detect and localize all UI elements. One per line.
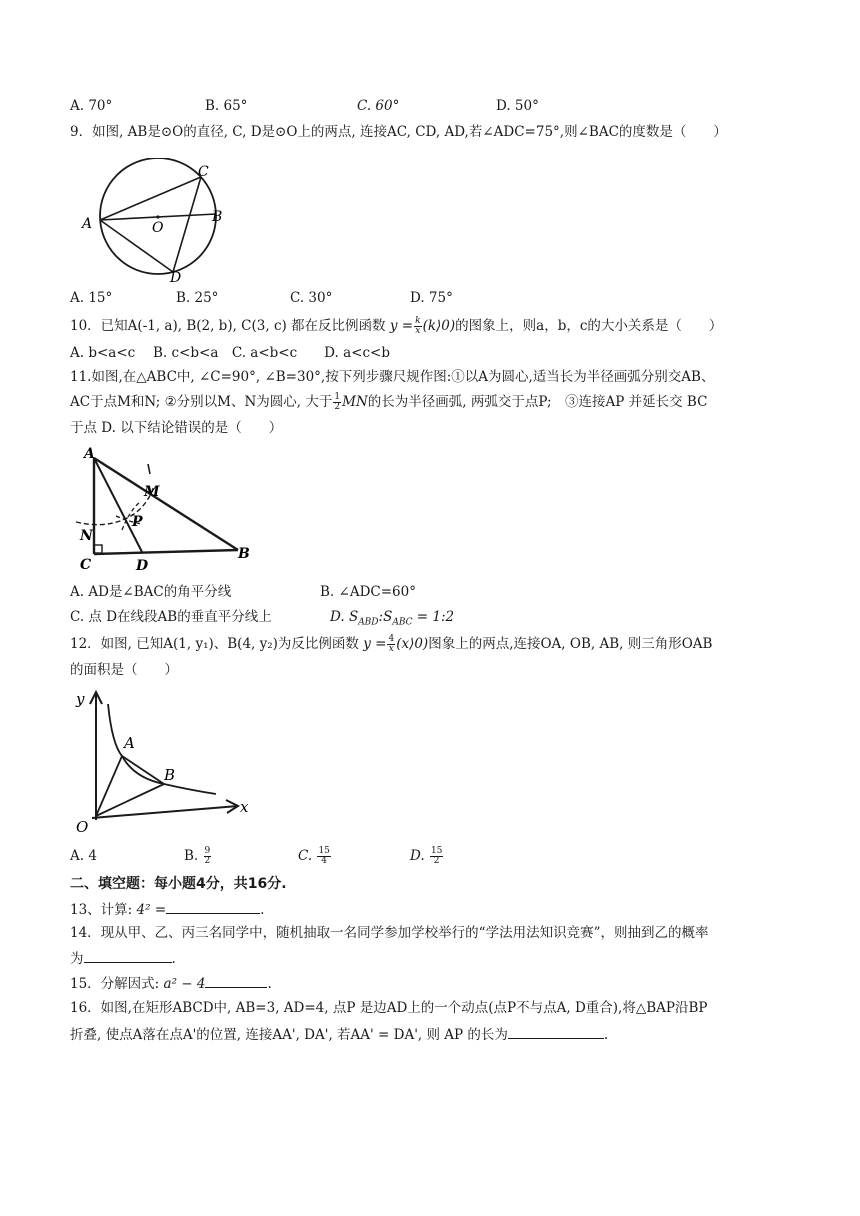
label-d: D [170,270,182,286]
q11-line2-post: 的长为半径画弧, 两弧交于点P; ③连接AP 并延长交 BC [367,394,708,410]
q11-option-c: C. 点 D在线段AB的垂直平分线上 [70,609,272,625]
q12-eq-lhs: y = [363,636,387,652]
q12-option-b: B. $\frac{9}{2}$ [184,846,211,866]
q8-option-d: D. 50° [496,98,539,114]
q15-answer-blank[interactable] [205,973,267,988]
q8-option-c: C. 60° [357,98,400,114]
section-fill-in-heading: 二、填空题：每小题4分，共16分. [70,876,287,892]
q14-line2: 为 . [70,948,176,969]
q10-eq-tail: (k⟩0) [422,318,456,334]
q10-stem-pre: 10．已知A(-1, a), B(2, b), C(3, c) 都在反比例函数 [70,318,386,334]
q11-line2 [70,392,707,412]
q9-option-b: B. 25° [176,290,219,306]
q8-option-a: A. 70° [70,98,113,114]
q11-option-d: D. $S_{ABD}:S_{ABC}$ = 1:2 [330,609,455,628]
q13-answer-blank[interactable] [166,899,260,914]
q12-eq-tail: (x⟩0) [396,636,429,652]
q11-option-b: B. ∠ADC=60° [320,584,416,600]
q16-line1: 16．如图,在矩形ABCD中, AB=3, AD=4, 点P 是边AD上的一个动点(点P不与点A, D重合),将△BAP沿BP [70,1000,708,1016]
label-m: M [144,484,160,500]
segment-ob [96,784,164,816]
label-b: B [164,766,176,784]
q12-fraction: $\frac{4}{x}$ [388,634,395,654]
label-a: A [82,216,93,232]
q15: 15．分解因式: a² − 4 . [70,973,272,994]
q10-fraction: $\frac{k}{x}$ [415,316,421,336]
q10-stem-post: 的图象上，则a，b，c的大小关系是（ ） [455,318,723,334]
label-a: A [124,734,135,752]
segment-oa [96,756,122,816]
label-n: N [80,528,93,544]
label-a: A [84,446,95,462]
chord-ac [100,177,201,220]
q11-line1: 11.如图,在△ABC中, ∠C=90°, ∠B=30°,按下列步骤尺规作图:①以A为圆心,适当长为半径画弧分别交AB、 [70,369,715,385]
label-x: x [240,798,249,816]
q12-graph-figure [70,684,260,834]
q12-line2: 的面积是（ ） [70,662,178,678]
side-cb [94,550,238,554]
q9-stem: 9．如图, AB是⊙O的直径, C, D是⊙O上的两点, 连接AC, CD, AD,若∠ADC=75°,则∠BAC的度数是（ ） [70,124,727,140]
q10-eq-lhs: y = [389,318,414,334]
q12-line1 [70,634,712,654]
q14-line1: 14．现从甲、乙、丙三名同学中，随机抽取一名同学参加学校举行的“学法用法知识竞赛”，则抽到乙的概率 [70,925,709,941]
q11-half: $\frac{1}{2}$ [334,392,341,412]
center-point [156,215,159,218]
q8-option-b: B. 65° [205,98,248,114]
q9-option-d: D. 75° [410,290,453,306]
q11-triangle-figure [70,444,260,574]
q16-line2: 折叠, 使点A落在点A'的位置, 连接AA', DA', 若AA' = DA', 则 AP 的长为 . [70,1024,608,1045]
chord-cd [173,177,201,272]
q11-line2-pre: AC于点M和N; ②分别以M、N为圆心, 大于 [70,394,333,410]
q12-option-a: A. 4 [70,848,97,864]
q12-line1-pre: 12．如图, 已知A(1, y₁)、B(4, y₂)为反比例函数 [70,636,359,652]
q12-option-c: C. $\frac{15}{4}$ [298,846,330,866]
label-c: C [198,164,209,180]
label-b: B [212,209,223,225]
label-o: O [152,220,164,236]
q10-stem [70,316,722,336]
q10-options: A. b<a<c B. c<b<a C. a<b<c D. a<c<b [70,345,390,361]
q11-mn: MN [342,394,368,410]
q13: 13、计算: 4² = . [70,899,264,920]
q16-answer-blank[interactable] [508,1024,604,1039]
side-ab [94,458,238,550]
label-p: P [132,514,143,530]
q12-option-d: D. $\frac{15}{2}$ [410,846,443,866]
segment-ab [122,756,164,784]
q9-option-a: A. 15° [70,290,113,306]
label-b: B [238,546,250,562]
label-d: D [136,558,149,574]
q9-circle-figure [70,158,230,286]
q12-line1-post: 图象上的两点,连接OA, OB, AB, 则三角形OAB [428,636,713,652]
q14-answer-blank[interactable] [84,948,172,963]
q9-option-c: C. 30° [290,290,333,306]
tick-top [148,464,150,474]
q11-option-a: A. AD是∠BAC的角平分线 [70,584,232,600]
label-y: y [76,690,85,708]
label-c: C [80,557,92,573]
label-o: O [76,818,89,834]
q11-line3: 于点 D. 以下结论错误的是（ ） [70,420,283,436]
